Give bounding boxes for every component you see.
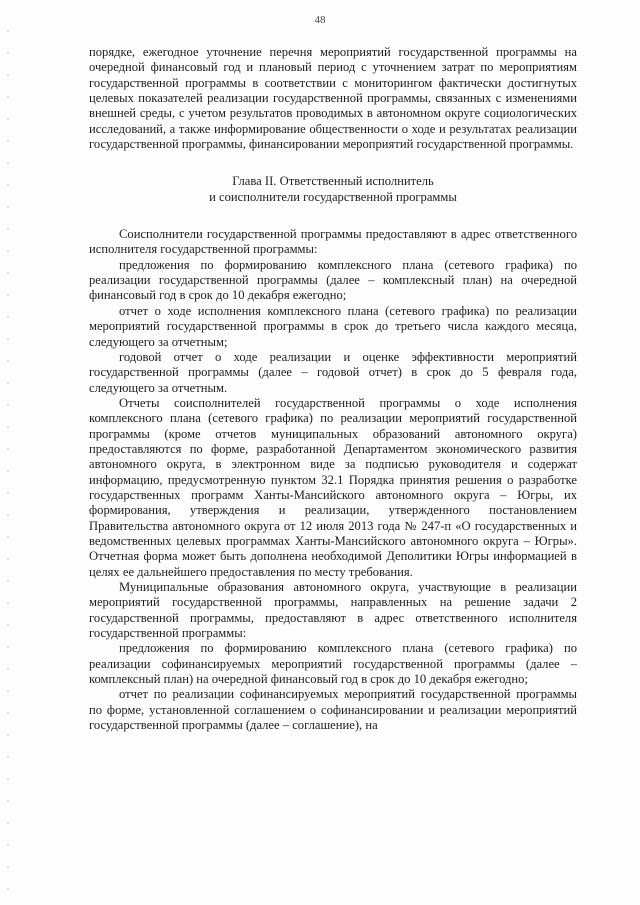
paragraph-coexecutors-provide: Соисполнители государственной программы предоставляют в адрес ответственного исполнителя государственной программы:: [89, 227, 577, 257]
paragraph-annual-report: годовой отчет о ходе реализации и оценке эффективности мероприятий государственной программы (далее – годовой отчет) в срок до 5 февраля года, следующего за отчетным.: [89, 349, 577, 395]
paragraph-proposals-plan: предложения по формированию комплексного плана (сетевого графика) по реализации государственной программы (далее – комплексный план) на очередной финансовый год в срок до 10 декабря ежегодно;: [89, 257, 577, 303]
paragraph-cofinanced-report: отчет по реализации софинансируемых мероприятий государственной программы по форме, установленной соглашением о софинансировании и реализации мероприятий государственной программы (далее – соглашение), на: [89, 687, 577, 733]
paragraph-municipalities: Муниципальные образования автономного округа, участвующие в реализации мероприятий государственной программы, направленных на решение задачи 2 государственной программы, предоставляют в адрес ответственного исполнителя государственной программы:: [89, 580, 577, 641]
chapter-heading-line-2: и соисполнители государственной программы: [209, 189, 457, 204]
page-number: 48: [314, 14, 326, 26]
paragraph-monthly-report: отчет о ходе исполнения комплексного плана (сетевого графика) по реализации мероприятий государственной программы в срок до третьего числа каждого месяца, следующего за отчетным;: [89, 303, 577, 349]
chapter-heading: [89, 174, 577, 205]
document-body: [89, 45, 577, 733]
paragraph-reports-form: Отчеты соисполнителей государственной программы о ходе исполнения комплексного плана (сетевого графика) по реализации мероприятий государственной программы (кроме отчетов муниципальных образований автономного округа) предоставляются по форме, разработанной Департаментом экономического развития автономного округа, в электронном виде за подписью руководителя и содержат информацию, предусмотренную пунктом 32.1 Порядка принятия решения о разработке государственных программ Ханты-Мансийского автономного округа – Югры, их формирования, утверждения и реализации, утвержденного постановлением Правительства автономного округа от 12 июля 2013 года № 247-п «О государственных и ведомственных целевых программах Ханты-Мансийского автономного округа – Югры». Отчетная форма может быть дополнена необходимой Деполитики Югры информацией в целях ее дальнейшего предоставления по месту требования.: [89, 395, 577, 579]
intro-paragraph: порядке, ежегодное уточнение перечня мероприятий государственной программы на очередной финансовый год и плановый период с уточнением затрат по мероприятиям государственной программы в соответствии с мониторингом фактически достигнутых целевых показателей реализации государственной программы, связанных с изменениями внешней среды, с учетом результатов проводимых в автономном округе социологических исследований, а также информирование общественности о ходе и результатах реализации государственной программы, финансировании мероприятий государственной программы.: [89, 45, 577, 152]
paragraph-cofinanced-proposals: предложения по формированию комплексного плана (сетевого графика) по реализации софинансируемых мероприятий государственной программы (далее – комплексный план) на очередной финансовый год в срок до 10 декабря ежегодно;: [89, 641, 577, 687]
binding-margin-marks: [6, 20, 10, 890]
chapter-heading-line-1: Глава II. Ответственный исполнитель: [232, 174, 434, 189]
